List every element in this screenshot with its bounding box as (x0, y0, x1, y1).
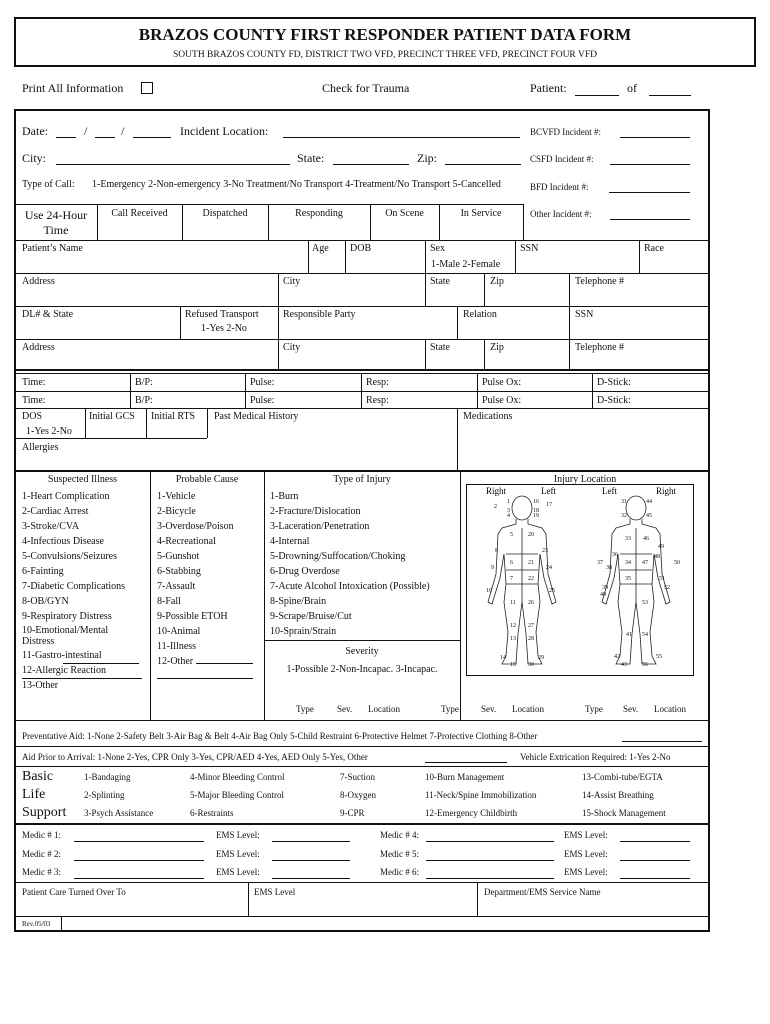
address-label: Address (22, 276, 55, 287)
past-history-label: Past Medical History (214, 411, 299, 422)
injury-type-item: 7-Acute Alcohol Intoxication (Possible) (270, 581, 430, 592)
back-zone-40: 40 (600, 592, 606, 598)
bls-item: 12-Emergency Childbirth (425, 808, 518, 818)
front-zone-18: 18 (533, 508, 539, 514)
injury-type-list (270, 489, 430, 639)
bls-item: 9-CPR (340, 808, 365, 818)
other-incident-label: Other Incident #: (530, 209, 592, 219)
address-zip-label: Zip (490, 276, 504, 287)
bls-item: 7-Suction (340, 772, 375, 782)
vitals-pulseox-label-2: Pulse Ox: (482, 395, 522, 406)
responding-label: Responding (295, 208, 343, 219)
tsl-sev-1: Sev. (337, 704, 353, 714)
ems-level-3-field[interactable] (272, 878, 350, 879)
front-zone-29: 29 (538, 655, 544, 661)
injury-type-item: 4-Internal (270, 536, 310, 547)
vitals-resp-label-1: Resp: (366, 377, 389, 388)
injury-type-item: 1-Burn (270, 491, 299, 502)
front-zone-26: 26 (528, 600, 534, 606)
front-zone-10: 10 (486, 588, 492, 594)
bls-item: 1-Bandaging (84, 772, 131, 782)
medic-5-label: Medic # 5: (380, 849, 419, 859)
form-subtitle: SOUTH BRAZOS COUNTY FD, DISTRICT TWO VFD, PRECINCT THREE VFD, PRECINCT FOUR VFD (173, 50, 597, 60)
revision-label: Rev.05/03 (22, 920, 51, 928)
dos-options: 1-Yes 2-No (26, 426, 72, 437)
probable-other-field[interactable] (196, 663, 253, 664)
probable-item: 5-Gunshot (157, 551, 200, 562)
front-zone-13: 13 (510, 636, 516, 642)
back-left-label: Left (602, 486, 617, 496)
ems-level-label-2: EMS Level: (216, 849, 260, 859)
patient-number-field[interactable] (575, 95, 619, 96)
front-zone-2: 2 (494, 504, 497, 510)
back-zone-52: 52 (664, 585, 670, 591)
type-of-call-label: Type of Call: (22, 179, 75, 190)
tsl-type-1: Type (296, 704, 314, 714)
back-zone-33: 33 (625, 536, 631, 542)
injury-type-item: 10-Sprain/Strain (270, 626, 337, 637)
bls-item: 10-Burn Management (425, 772, 505, 782)
suspected-item: 6-Fainting (22, 566, 64, 577)
bls-item: 5-Major Bleeding Control (190, 790, 284, 800)
back-zone-56: 56 (642, 662, 648, 668)
tsl-sev-2: Sev. (481, 704, 497, 714)
date-slash-1: / (84, 124, 88, 138)
csfd-incident-label: CSFD Incident #: (530, 154, 594, 164)
suspected-other-field-2[interactable] (22, 678, 142, 679)
sex-options: 1-Male 2-Female (431, 259, 501, 270)
in-service-label: In Service (460, 208, 502, 219)
back-zone-47: 47 (642, 560, 648, 566)
date-label: Date: (22, 124, 48, 138)
back-zone-48: 48 (654, 554, 660, 560)
injury-type-item: 3-Laceration/Penetration (270, 521, 370, 532)
injury-type-item: 9-Scrape/Bruise/Cut (270, 611, 352, 622)
injury-type-item: 8-Spine/Brain (270, 596, 327, 607)
front-zone-16: 16 (533, 499, 539, 505)
front-zone-21: 21 (528, 560, 534, 566)
injury-type-item: 6-Drug Overdose (270, 566, 340, 577)
bfd-incident-label: BFD Incident #: (530, 182, 589, 192)
back-zone-38: 38 (606, 565, 612, 571)
probable-item: 8-Fall (157, 596, 181, 607)
back-zone-55: 55 (656, 654, 662, 660)
front-zone-6: 6 (510, 560, 513, 566)
responsible-address-label: Address (22, 342, 55, 353)
suspected-item: 1-Heart Complication (22, 491, 110, 502)
date-slash-2: / (121, 124, 125, 138)
ems-level-1-field[interactable] (272, 841, 350, 842)
vitals-bp-label-1: B/P: (135, 377, 153, 388)
patient-of-label: of (627, 81, 637, 95)
probable-item: 11-Illness (157, 641, 197, 652)
ems-level-label-6: EMS Level: (564, 867, 608, 877)
injury-type-title: Type of Injury (333, 474, 391, 485)
front-zone-1: 1 (507, 499, 510, 505)
sex-label: Sex (430, 243, 445, 254)
medic-3-field[interactable] (74, 878, 204, 879)
suspected-item: 9-Respiratory Distress (22, 611, 112, 622)
back-zone-50: 50 (674, 560, 680, 566)
front-zone-8: 8 (495, 548, 498, 554)
initial-gcs-label: Initial GCS (89, 411, 135, 422)
initial-rts-label: Initial RTS (151, 411, 196, 422)
race-label: Race (644, 243, 664, 254)
telephone-label: Telephone # (575, 276, 625, 287)
bls-item: 2-Splinting (84, 790, 125, 800)
responsible-state-label: State (430, 342, 450, 353)
front-zone-7: 7 (510, 576, 513, 582)
dispatched-label: Dispatched (202, 208, 248, 219)
front-zone-4: 4 (507, 513, 510, 519)
ems-level-2-field[interactable] (272, 860, 350, 861)
bcvfd-incident-label: BCVFD Incident #: (530, 127, 601, 137)
incident-location-field[interactable] (283, 137, 520, 138)
suspected-item: 5-Convulsions/Seizures (22, 551, 117, 562)
dos-label: DOS (22, 411, 43, 422)
use24-line2: Time (43, 223, 69, 237)
probable-item: 4-Recreational (157, 536, 216, 547)
injury-location-title: Injury Location (553, 474, 617, 485)
back-zone-42: 42 (614, 654, 620, 660)
bls-label-3: Support (22, 805, 67, 820)
back-zone-35: 35 (625, 576, 631, 582)
patient-name-label: Patient’s Name (22, 243, 83, 254)
bls-item: 4-Minor Bleeding Control (190, 772, 285, 782)
medic-3-label: Medic # 3: (22, 867, 61, 877)
suspected-item: 3-Stroke/CVA (22, 521, 80, 532)
vitals-dstick-label-2: D-Stick: (597, 395, 631, 406)
aid-prior-other-field[interactable] (425, 762, 507, 763)
refused-options: 1-Yes 2-No (201, 323, 247, 334)
medic-1-field[interactable] (74, 841, 204, 842)
medic-4-label: Medic # 4: (380, 830, 419, 840)
tsl-sev-3: Sev. (623, 704, 639, 714)
back-zone-37: 37 (597, 560, 603, 566)
front-body-figure (488, 496, 556, 664)
medic-6-label: Medic # 6: (380, 867, 419, 877)
responsible-zip-label: Zip (490, 342, 504, 353)
back-zone-53: 53 (642, 600, 648, 606)
allergies-label: Allergies (22, 442, 59, 453)
print-all-checkbox[interactable] (141, 82, 153, 94)
address-state-label: State (430, 276, 450, 287)
tsl-type-2: Type (441, 704, 459, 714)
front-zone-24: 24 (546, 565, 552, 571)
bls-label-2: Life (22, 787, 46, 802)
ems-level-4-field[interactable] (620, 841, 690, 842)
bfd-incident-field[interactable] (609, 192, 690, 193)
date-month-field[interactable] (56, 137, 76, 138)
vitals-resp-label-2: Resp: (366, 395, 389, 406)
front-zone-20: 20 (528, 532, 534, 538)
suspected-other-field[interactable] (63, 663, 139, 664)
probable-item: 9-Possible ETOH (157, 611, 228, 622)
front-zone-22: 22 (528, 576, 534, 582)
injury-type-item: 5-Drowning/Suffocation/Choking (270, 551, 406, 562)
back-zone-44: 44 (646, 499, 652, 505)
probable-item: 3-Overdose/Poison (157, 521, 234, 532)
injury-type-item: 2-Fracture/Dislocation (270, 506, 361, 517)
severity-title: Severity (345, 646, 379, 657)
responsible-telephone-label: Telephone # (575, 342, 625, 353)
medic-2-field[interactable] (74, 860, 204, 861)
probable-item: 12-Other (157, 656, 194, 667)
vitals-time-label-2: Time: (22, 395, 46, 406)
use24-line1: Use 24-Hour (24, 208, 88, 222)
medic-2-label: Medic # 2: (22, 849, 61, 859)
front-zone-9: 9 (491, 565, 494, 571)
date-day-field[interactable] (95, 137, 115, 138)
city-label: City: (22, 151, 47, 165)
bls-item: 6-Restraints (190, 808, 234, 818)
preventative-aid-label: Preventative Aid: 1-None 2-Safety Belt 3-Air Bag & Belt 4-Air Bag Only 5-Child Restraint 6-Protective Helmet 7-Protective Clothing 8-Other (22, 731, 538, 741)
front-zone-5: 5 (510, 532, 513, 538)
back-zone-32: 32 (621, 513, 627, 519)
bcvfd-incident-field[interactable] (620, 137, 690, 138)
responsible-party-label: Responsible Party (283, 309, 356, 320)
bls-label-1: Basic (22, 769, 54, 784)
ems-level-5-field[interactable] (620, 860, 690, 861)
aid-prior-label: Aid Prior to Arrival: 1-None 2-Yes, CPR Only 3-Yes, CPR/AED 4-Yes, AED Only 5-Yes, Other (22, 752, 368, 762)
front-right-label: Right (486, 486, 507, 496)
form-title: BRAZOS COUNTY FIRST RESPONDER PATIENT DATA FORM (138, 25, 632, 44)
footer-ems-level-label: EMS Level (254, 887, 296, 897)
bls-item: 8-Oxygen (340, 790, 376, 800)
probable-item: 10-Animal (157, 626, 201, 637)
probable-item: 7-Assault (157, 581, 196, 592)
on-scene-label: On Scene (385, 208, 424, 219)
call-received-label: Call Received (111, 208, 168, 219)
bls-item: 11-Neck/Spine Immobilization (425, 790, 537, 800)
check-trauma-label[interactable]: Check for Trauma (322, 81, 410, 95)
state-label: State: (297, 151, 325, 165)
address-city-label: City (283, 276, 301, 287)
front-zone-12: 12 (510, 623, 516, 629)
state-field[interactable] (333, 164, 409, 165)
back-zone-31: 31 (621, 499, 627, 505)
vitals-dstick-label-1: D-Stick: (597, 377, 631, 388)
suspected-item: 10-Emotional/Mental (22, 625, 109, 636)
probable-cause-title: Probable Cause (175, 474, 239, 485)
probable-cause-list (157, 489, 234, 669)
suspected-item: Distress (22, 636, 55, 647)
vitals-time-label-1: Time: (22, 377, 46, 388)
ems-level-6-field[interactable] (620, 878, 690, 879)
bls-item: 3-Psych Assistance (84, 808, 154, 818)
extrication-label: Vehicle Extrication Required: 1-Yes 2-No (520, 752, 671, 762)
turned-over-label: Patient Care Turned Over To (22, 887, 126, 897)
front-zone-3: 3 (507, 508, 510, 514)
tsl-loc-2: Location (512, 704, 544, 714)
age-label: Age (312, 243, 329, 254)
back-zone-43: 43 (621, 662, 627, 668)
front-zone-25: 25 (549, 588, 555, 594)
front-zone-23: 23 (542, 548, 548, 554)
back-zone-51: 51 (659, 576, 665, 582)
csfd-incident-field[interactable] (610, 164, 690, 165)
front-zone-28: 28 (528, 636, 534, 642)
back-zone-34: 34 (625, 560, 631, 566)
zip-label: Zip: (417, 151, 437, 165)
incident-location-label: Incident Location: (180, 124, 269, 138)
medications-label: Medications (463, 411, 513, 422)
front-left-label: Left (541, 486, 556, 496)
vitals-bp-label-2: B/P: (135, 395, 153, 406)
tsl-type-3: Type (585, 704, 603, 714)
suspected-item: 12-Allergic Reaction (22, 665, 106, 676)
responsible-city-label: City (283, 342, 301, 353)
suspected-item: 8-OB/GYN (22, 596, 69, 607)
suspected-item: 7-Diabetic Complications (22, 581, 126, 592)
severity-options: 1-Possible 2-Non-Incapac. 3-Incapac. (286, 664, 438, 675)
suspected-item: 13-Other (22, 680, 59, 691)
vitals-pulse-label-2: Pulse: (250, 395, 275, 406)
dob-label: DOB (350, 243, 372, 254)
back-zone-54: 54 (642, 632, 648, 638)
tsl-loc-3: Location (654, 704, 686, 714)
vitals-pulse-label-1: Pulse: (250, 377, 275, 388)
ems-level-label-1: EMS Level: (216, 830, 260, 840)
medic-6-field[interactable] (426, 878, 554, 879)
body-diagram[interactable] (466, 484, 694, 676)
back-zone-49: 49 (658, 544, 664, 550)
ems-level-label-4: EMS Level: (564, 830, 608, 840)
front-zone-27: 27 (528, 623, 534, 629)
back-zone-36: 36 (612, 552, 618, 558)
responsible-ssn-label: SSN (575, 309, 594, 320)
zip-field[interactable] (445, 164, 521, 165)
print-all-label: Print All Information (22, 81, 124, 95)
dl-state-label: DL# & State (22, 309, 74, 320)
bls-item: 14-Assist Breathing (582, 790, 654, 800)
probable-other-field-2[interactable] (157, 678, 253, 679)
probable-item: 2-Bicycle (157, 506, 196, 517)
vitals-pulseox-label-1: Pulse Ox: (482, 377, 522, 388)
other-incident-field[interactable] (610, 219, 690, 220)
front-zone-30: 30 (528, 662, 534, 668)
suspected-item: 2-Cardiac Arrest (22, 506, 89, 517)
back-zone-41: 41 (626, 632, 632, 638)
medic-4-field[interactable] (426, 841, 554, 842)
suspected-illness-title: Suspected Illness (47, 474, 118, 485)
patient-total-field[interactable] (649, 95, 691, 96)
patient-label: Patient: (530, 81, 567, 95)
front-zone-17: 17 (546, 502, 552, 508)
probable-item: 6-Stabbing (157, 566, 201, 577)
suspected-item: 4-Infectious Disease (22, 536, 104, 547)
date-year-field[interactable] (133, 137, 171, 138)
relation-label: Relation (463, 309, 497, 320)
back-zone-46: 46 (643, 536, 649, 542)
back-zone-39: 39 (602, 585, 608, 591)
medic-1-label: Medic # 1: (22, 830, 61, 840)
ems-level-label-5: EMS Level: (564, 849, 608, 859)
front-zone-14: 14 (500, 655, 506, 661)
bls-item: 15-Shock Management (582, 808, 666, 818)
back-zone-45: 45 (646, 513, 652, 519)
front-zone-11: 11 (510, 600, 516, 606)
tsl-loc-1: Location (368, 704, 400, 714)
front-zone-19: 19 (533, 513, 539, 519)
ssn-label: SSN (520, 243, 539, 254)
call-types: 1-Emergency 2-Non-emergency 3-No Treatment/No Transport 4-Treatment/No Transport 5-Cancelled (92, 179, 501, 190)
refused-transport-label: Refused Transport (185, 309, 259, 320)
department-label: Department/EMS Service Name (484, 887, 601, 897)
front-zone-15: 15 (510, 662, 516, 668)
suspected-item: 11-Gastro-intestinal (22, 650, 102, 661)
bls-item: 13-Combi-tube/EGTA (582, 772, 663, 782)
ems-level-label-3: EMS Level: (216, 867, 260, 877)
probable-item: 1-Vehicle (157, 491, 196, 502)
back-right-label: Right (656, 486, 677, 496)
medic-5-field[interactable] (426, 860, 554, 861)
city-field[interactable] (56, 164, 290, 165)
preventative-other-field[interactable] (622, 741, 702, 742)
